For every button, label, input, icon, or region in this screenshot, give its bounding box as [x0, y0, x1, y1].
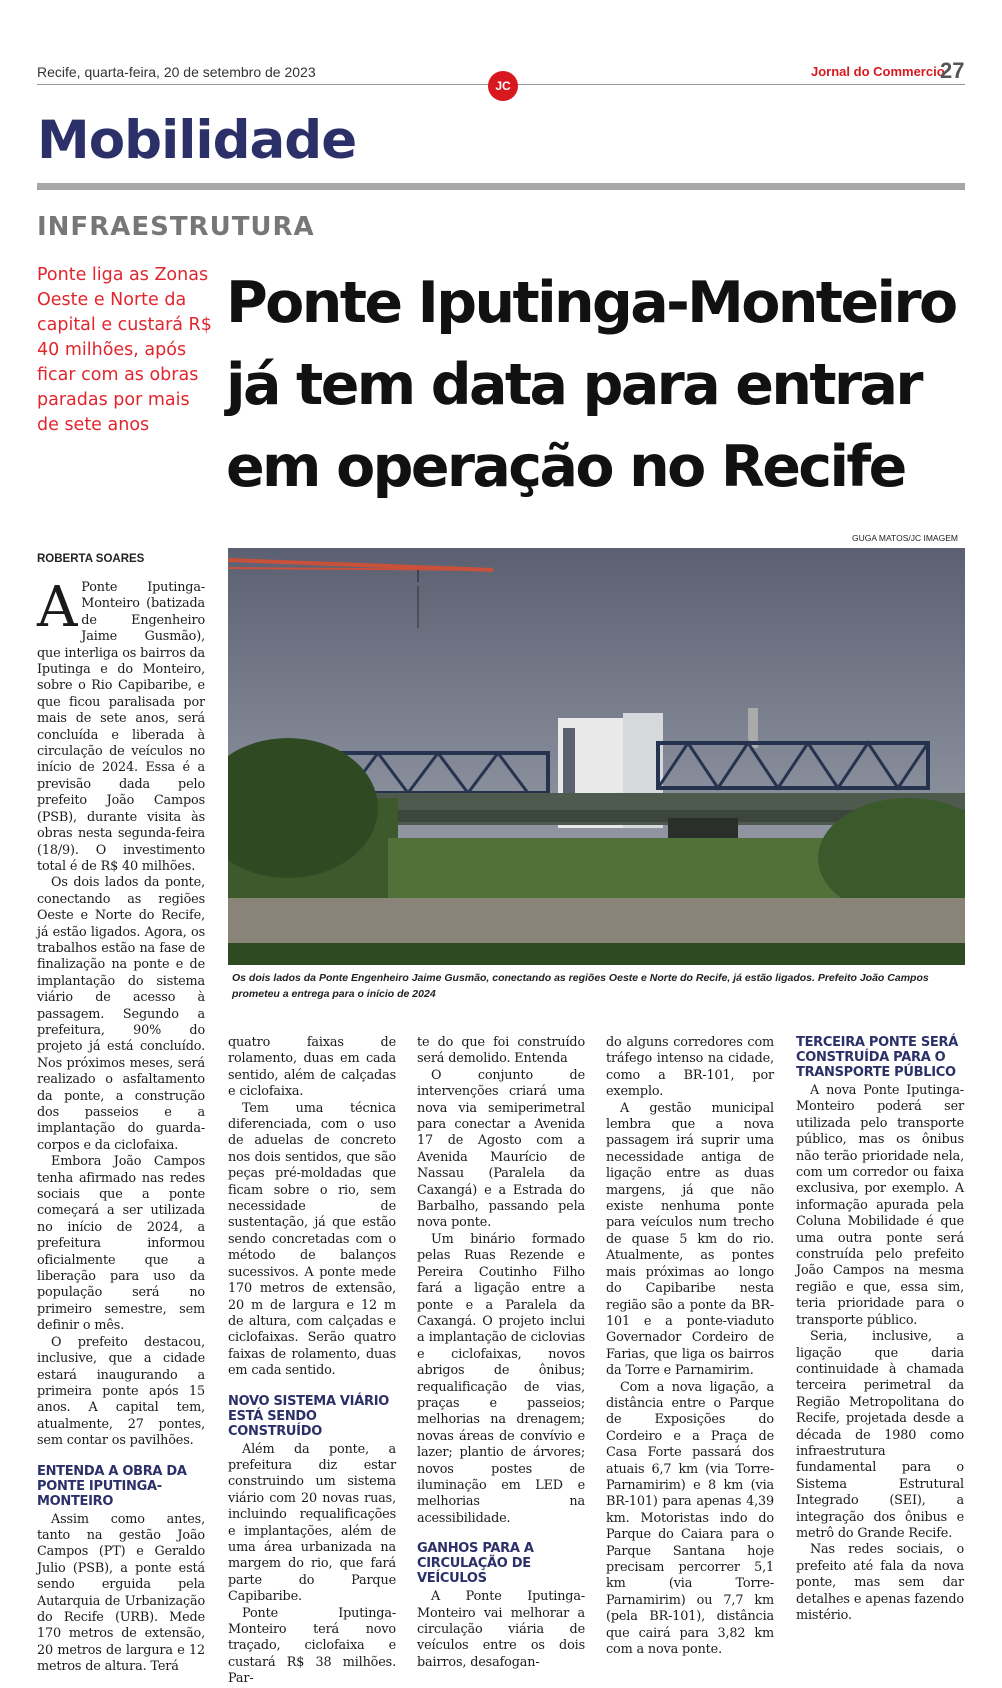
- paragraph: Os dois lados da ponte, conectando as regiões Oeste e Norte do Recife, já estão ligados. Agora, os trabalhos estão na fase de finalização na ponte e de implantação do sistema viário de acesso à passagem. Segundo a prefeitura, 90% do projeto já está concluído. Nos próximos meses, será realizado o asfaltamento da ponte, a construção dos passeios e a implantação do guarda-corpos e da ciclofaixa.: [37, 875, 205, 1153]
- article-column-4: [606, 1035, 774, 1658]
- photo-caption: Os dois lados da Ponte Engenheiro Jaime Gusmão, conectando as regiões Oeste e Norte do Recife, já estão ligados. Prefeito João Campos prometeu a entrega para o início de 2024: [232, 972, 929, 1000]
- article-column-5: [796, 1033, 964, 1624]
- paragraph: do alguns corredores com tráfego intenso na cidade, como a BR-101, por exemplo.: [606, 1035, 774, 1100]
- bridge-photo: [228, 548, 965, 965]
- lead-paragraph: [37, 575, 205, 875]
- paragraph: te do que foi construído será demolido. Entenda: [417, 1035, 585, 1067]
- paragraph: O conjunto de intervenções criará uma nova via semiperimetral para conectar a Avenida 17 de Agosto com a Avenida Maurício de Nassau (Paralela da Caxangá) e a Estrada do Barbalho, passando pela nova ponte.: [417, 1067, 585, 1231]
- headline: Ponte Iputinga-Monteiro já tem data para entrar em operação no Recife: [226, 270, 956, 500]
- section-rule: [37, 183, 965, 190]
- page-number: 27: [940, 58, 965, 83]
- byline: ROBERTA SOARES: [37, 553, 145, 565]
- photo-credit: GUGA MATOS/JC IMAGEM: [852, 533, 958, 543]
- paragraph: Ponte Iputinga-Monteiro terá novo traçado, ciclofaixa e custará R$ 38 milhões. Par-: [228, 1605, 396, 1687]
- paragraph: Seria, inclusive, a ligação que daria continuidade à chamada terceira perimetral da Região Metropolitana do Recife, projetada desde a década de 1980 como infraestrutura fundamental para o Sistema Estrutural Integrado (SEI), a integração dos ônibus e metrô do Grande Recife.: [796, 1329, 964, 1541]
- subheading: NOVO SISTEMA VIÁRIO ESTÁ SENDO CONSTRUÍDO: [228, 1393, 389, 1439]
- paragraph: Além da ponte, a prefeitura diz estar construindo um sistema viário com 20 novas ruas, incluindo requalificações e implantações, além de uma área urbanizada na margem do rio, que fará parte do Parque Capibaribe.: [228, 1441, 396, 1605]
- drop-cap: A: [37, 575, 78, 640]
- paragraph: quatro faixas de rolamento, duas em cada sentido, além de calçadas e ciclofaixa.: [228, 1035, 396, 1100]
- paragraph: Um binário formado pelas Ruas Rezende e Pereira Coutinho Filho fará a ligação entre a ponte e a Paralela da Caxangá. O projeto inclui a implantação de ciclovias e ciclofaixas, novos abrigos de ônibus; requalificação de vias, praças e passeios; melhorias na drenagem; novas áreas de convívio e lazer; plantio de árvores; novos postes de iluminação em LED e melhorias na acessibilidade.: [417, 1231, 585, 1526]
- paper-name: Jornal do Commercio: [811, 64, 945, 79]
- section-title: Mobilidade: [37, 110, 357, 171]
- subheading: TERCEIRA PONTE SERÁ CONSTRUÍDA PARA O TRANSPORTE PÚBLICO: [796, 1035, 958, 1080]
- paragraph: A nova Ponte Iputinga-Monteiro poderá ser utilizada pelo transporte público, mas os ônibus não terão prioridade nela, com um corredor ou faixa exclusiva, por exemplo. A informação apurada pela Coluna Mobilidade é que uma outra ponte será construída pelo prefeito João Campos na mesma região e que, essa sim, teria prioridade para o transporte público.: [796, 1083, 964, 1328]
- article-column-2: [228, 1035, 396, 1688]
- paragraph: Tem uma técnica diferenciada, com o uso de aduelas de concreto nos dois sentidos, que são peças pré-moldadas que ficam sobre o rio, sem necessidade de sustentação, já que estão sendo concretadas com o método de balanços sucessivos. A ponte mede 170 metros de extensão, 20 m de largura e 12 m de altura, com calçadas e ciclofaixas. Serão quatro faixas de rolamento, duas em cada sentido.: [228, 1100, 396, 1379]
- paragraph: Assim como antes, tanto na gestão João Campos (PT) e Geraldo Julio (PSB), a ponte está sendo erguida pela Autarquia de Urbanização do Recife (URB). Mede 170 metros de extensão, 20 metros de largura e 12 metros de altura. Terá: [37, 1511, 205, 1675]
- standfirst: Ponte liga as Zonas Oeste e Norte da capital e custará R$ 40 milhões, após ficar com as obras paradas por mais de sete anos: [37, 265, 212, 435]
- paragraph: Nas redes sociais, o prefeito até fala da nova ponte, mas sem dar detalhes e apenas fazendo mistério.: [796, 1542, 964, 1623]
- paragraph: Com a nova ligação, a distância entre o Parque de Exposições do Cordeiro e a Praça de Casa Forte passará dos atuais 6,7 km (via Torre-Parnamirim) e 8 km (via BR-101) para apenas 4,39 km. Motoristas indo do Parque do Caiara para o Parque Santana hoje precisam percorrer 5,1 km (via Torre-Parnamirim) ou 7,7 km (pela BR-101), distância que cairá para 3,82 km com a nova ponte.: [606, 1379, 774, 1658]
- dateline: Recife, quarta-feira, 20 de setembro de 2023: [37, 64, 316, 80]
- paragraph: Embora João Campos tenha afirmado nas redes sociais que a ponte começará a ser utilizada no início de 2024, a prefeitura informou oficialmente que a liberação para uso da população será no primeiro semestre, sem definir o mês.: [37, 1154, 205, 1334]
- jc-logo: JC: [488, 71, 518, 101]
- subheading: GANHOS PARA A CIRCULAÇÃO DE VEÍCULOS: [417, 1541, 534, 1587]
- article-column-3: [417, 1035, 585, 1671]
- kicker: INFRAESTRUTURA: [37, 212, 315, 242]
- lead-text: Ponte Iputinga-Monteiro (batizada de Engenheiro Jaime Gusmão), que interliga os bairros da Iputinga e do Monteiro, sobre o Rio Capibaribe, e que ficou paralisada por mais de sete anos, será concluída e liberada à circulação de veículos no início de 2024. Essa é a previsão dada pelo prefeito João Campos (PSB), durante visita às obras nesta segunda-feira (18/9). O investimento total é de R$ 40 milhões.: [37, 580, 205, 874]
- subheading: ENTENDA A OBRA DA PONTE IPUTINGA-MONTEIRO: [37, 1463, 187, 1509]
- paragraph: O prefeito destacou, inclusive, que a cidade estará inaugurando a primeira ponte após 15 anos. A capital tem, atualmente, 27 pontes, sem contar os pavilhões.: [37, 1334, 205, 1449]
- article-column-1: [37, 575, 205, 1676]
- paragraph: A gestão municipal lembra que a nova passagem irá suprir uma necessidade antiga de ligação entre as duas margens, já que não existe nenhuma ponte para veículos num trecho de quase 5 km do rio. Atualmente, as pontes mais próximas ao longo do Capibaribe nesta região são a ponte da BR-101 e a ponte-viaduto Governador Cordeiro de Farias, que liga os bairros da Torre e Parnamirim.: [606, 1100, 774, 1379]
- paragraph: A Ponte Iputinga-Monteiro vai melhorar a circulação viária de veículos entre os dois bairros, desafogan-: [417, 1589, 585, 1670]
